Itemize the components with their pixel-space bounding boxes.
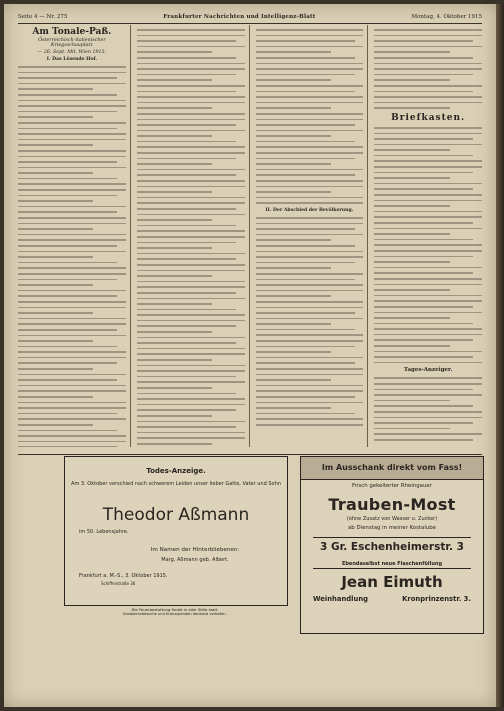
ad-line-4: Ebendaselbst neue Flaschenfüllung — [341, 561, 443, 567]
ad-divider — [313, 537, 471, 538]
notice-city-date: Frankfurt a. M.-S., 3. Oktober 1915. — [79, 573, 168, 579]
issue-date: Montag, 4. Oktober 1915 — [411, 14, 482, 20]
page-number: Seite 4 — Nr. 275 — [18, 14, 68, 20]
ad-divider — [313, 568, 471, 569]
deceased-age: im 50. Lebensjahre. — [79, 529, 129, 535]
section-heading: II. Der Abschied der Bevölkerung. — [265, 208, 354, 213]
death-notice-ad — [64, 456, 288, 606]
ad-line-3: ab Dienstag in meiner Kostalube — [348, 525, 436, 531]
deceased-name: Theodor Aßmann — [102, 505, 250, 525]
body-text — [374, 127, 482, 364]
ad-line-1: Frisch gekelterter Rheingauer — [352, 483, 432, 489]
mourner-name: Marg. Aßmann geb. Albert. — [161, 557, 229, 563]
ad-left-label: Weinhandlung — [313, 595, 369, 603]
book-binding-edge — [496, 4, 504, 707]
body-text — [137, 29, 245, 447]
column-3 — [256, 25, 369, 447]
wine-advertisement — [300, 456, 484, 634]
condolence-note: Kondolenzbesuche und Kranzspenden dankend verbeten. — [123, 612, 227, 616]
column-4 — [374, 25, 482, 447]
body-text — [256, 29, 364, 204]
masthead: Frankfurter Nachrichten und Intelligenz-Blatt — [163, 14, 316, 20]
column-footer-rule — [18, 448, 482, 455]
article-headline: Am Tonale-Paß. — [32, 27, 112, 37]
ad-owner: Jean Eimuth — [341, 573, 443, 591]
death-notice-title: Todes-Anzeige. — [146, 467, 206, 475]
ad-address: 3 Gr. Eschenheimerstr. 3 — [320, 541, 464, 553]
notice-street: Schifferstraße 36 — [101, 581, 136, 586]
ad-right-label: Kronprinzenstr. 3. — [402, 595, 471, 603]
page-header — [18, 11, 482, 24]
body-text — [374, 377, 482, 440]
article-subhead: Österreichisch-italienischer Kriegsschauplatz — [38, 38, 106, 48]
section-heading: I. Das Lösende Hof. — [46, 57, 97, 62]
ad-line-2: (ohne Zusatz von Wasser u. Zucker) — [346, 516, 438, 522]
tages-anzeiger-heading: Tages-Anzeiger. — [403, 367, 453, 374]
briefkasten-heading: Briefkasten. — [391, 112, 466, 123]
newspaper-page — [4, 4, 496, 707]
ad-banner: Im Ausschank direkt vom Fass! — [301, 457, 483, 480]
column-2 — [137, 25, 250, 447]
ad-product: Trauben-Most — [328, 495, 456, 514]
body-text — [18, 66, 126, 447]
funeral-note: Die Feuerbestattung findet in aller Stille statt. — [131, 607, 219, 612]
mourners-label: Im Namen der Hinterbliebenen: — [150, 547, 240, 553]
death-notice-intro: Am 3. Oktober verschied nach schwerem Leiden unser lieber Gatte, Vater und Sohn — [71, 481, 281, 487]
article-columns — [18, 25, 482, 447]
column-1 — [18, 25, 131, 447]
body-text — [256, 217, 364, 426]
body-text — [374, 29, 482, 109]
article-dateline: — 26. Sept. Mit, Wien 1915. — [37, 50, 107, 55]
